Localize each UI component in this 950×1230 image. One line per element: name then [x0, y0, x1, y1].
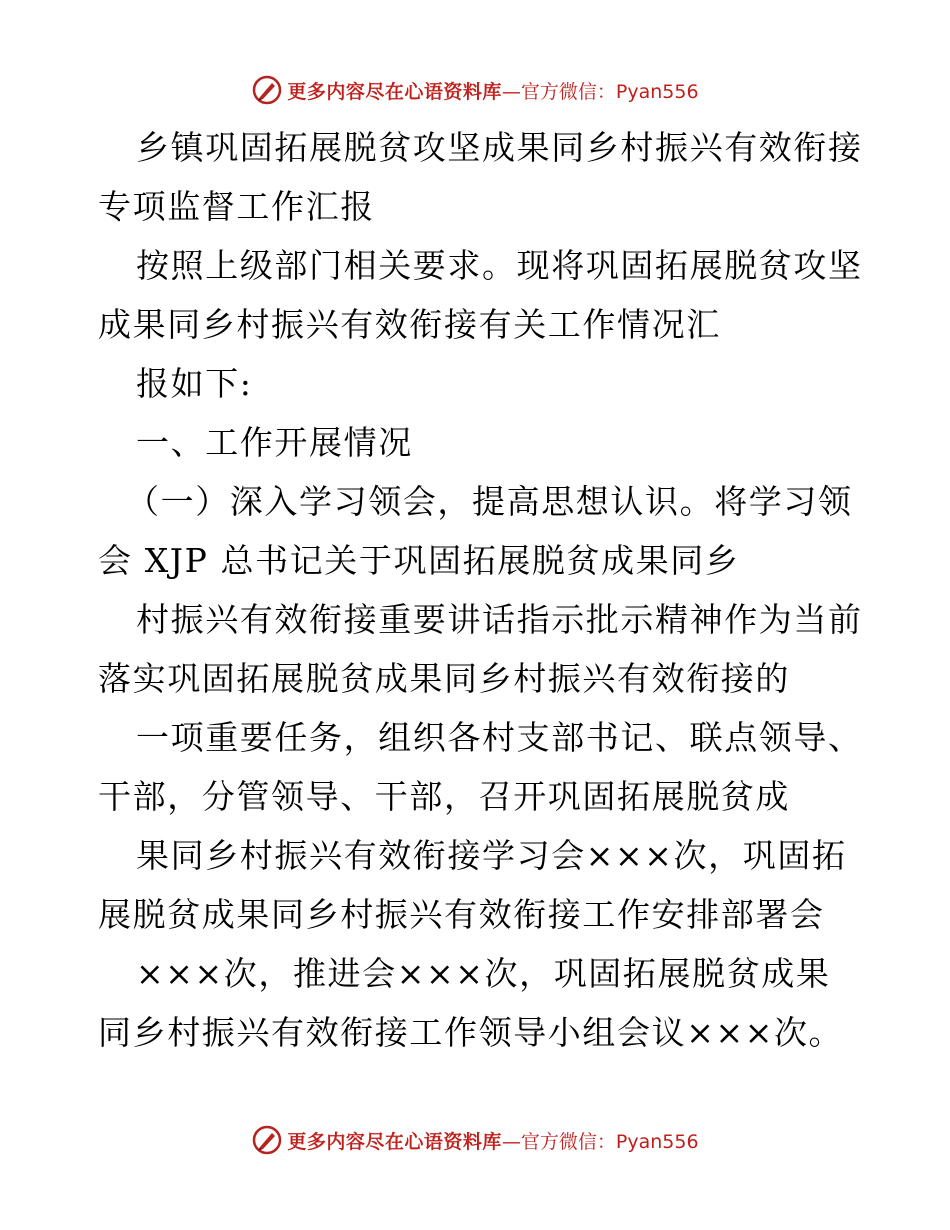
doc-paragraph-line: 成果同乡村振兴有效衔接有关工作情况汇: [98, 305, 721, 344]
pen-logo-icon: [251, 1124, 283, 1156]
doc-paragraph-line: 按照上级部门相关要求。现将巩固拓展脱贫攻坚: [136, 246, 863, 285]
doc-title-line-2: 专项监督工作汇报: [98, 187, 375, 226]
header-watermark-banner: [0, 72, 950, 108]
footer-site-text: 更多内容尽在心语资料库: [287, 1130, 502, 1153]
doc-paragraph-line: 会 XJP 总书记关于巩固拓展脱贫成果同乡: [98, 541, 740, 580]
doc-section-heading: 一、工作开展情况: [136, 423, 413, 462]
document-body: [98, 118, 863, 1062]
footer-wechat-text: —官方微信：Pyan556: [501, 1130, 699, 1153]
doc-paragraph-line: 报如下:: [136, 364, 253, 403]
doc-paragraph-line: 果同乡村振兴有效衔接学习会×××次，巩固拓: [136, 836, 847, 875]
header-site-text: 更多内容尽在心语资料库: [287, 80, 502, 103]
doc-paragraph-line: 同乡村振兴有效衔接工作领导小组会议×××次。: [98, 1013, 844, 1052]
doc-paragraph-line: ×××次，推进会×××次，巩固拓展脱贫成果: [136, 954, 831, 993]
doc-paragraph-line: 落实巩固拓展脱贫成果同乡村振兴有效衔接的: [98, 659, 790, 698]
doc-paragraph-line: （一）深入学习领会，提高思想认识。将学习领: [126, 482, 853, 521]
doc-paragraph-line: 一项重要任务，组织各村支部书记、联点领导、: [136, 718, 863, 757]
footer-watermark-banner: [0, 1122, 950, 1158]
doc-paragraph-line: 展脱贫成果同乡村振兴有效衔接工作安排部署会: [98, 895, 825, 934]
doc-paragraph-line: 干部，分管领导、干部，召开巩固拓展脱贫成: [98, 777, 790, 816]
doc-title-line-1: 乡镇巩固拓展脱贫攻坚成果同乡村振兴有效衔接: [136, 128, 863, 167]
header-wechat-text: —官方微信：Pyan556: [501, 80, 699, 103]
doc-paragraph-line: 村振兴有效衔接重要讲话指示批示精神作为当前: [136, 600, 863, 639]
pen-logo-icon: [251, 74, 283, 106]
